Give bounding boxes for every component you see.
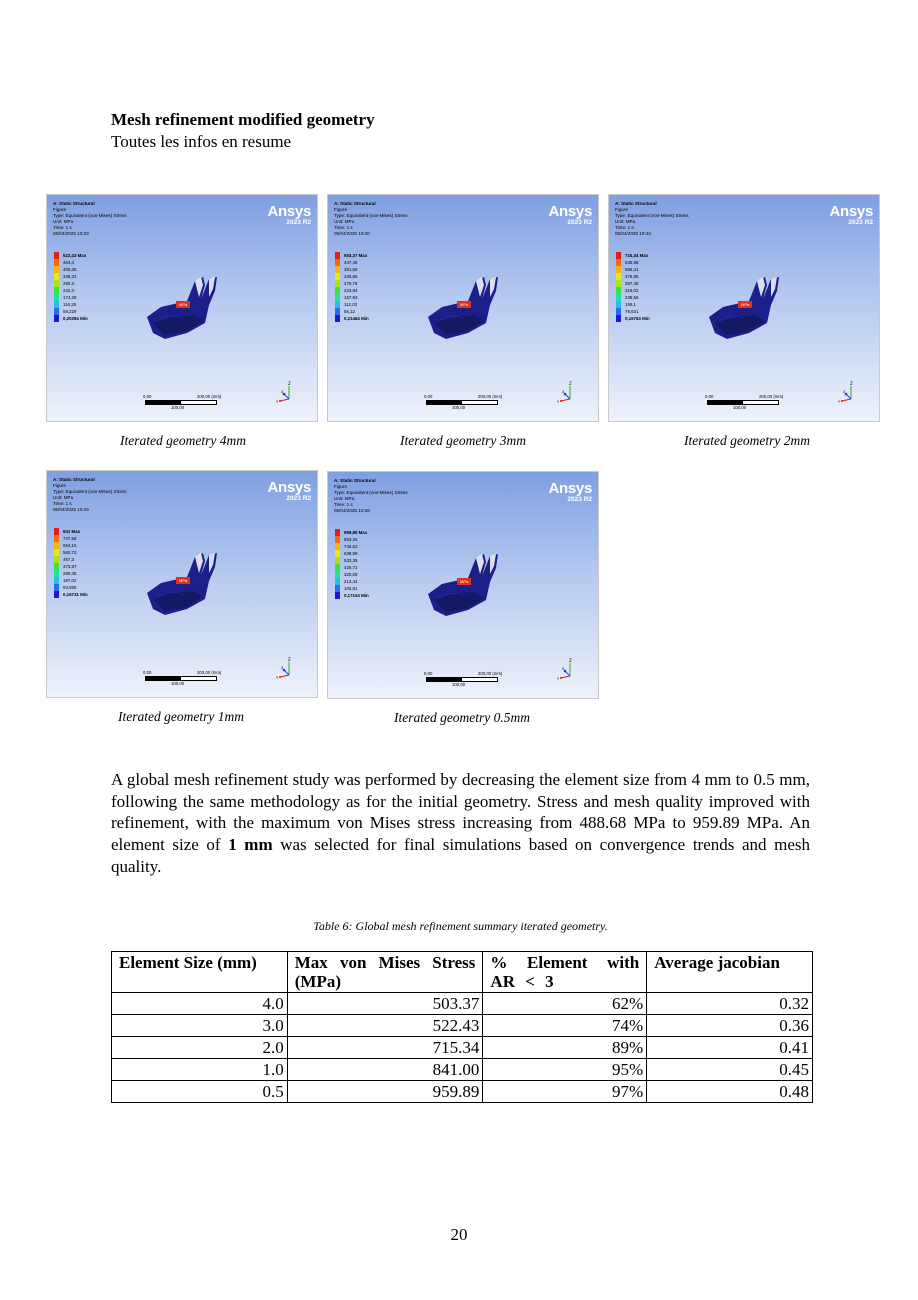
panel-header-line: Figure xyxy=(334,484,348,490)
scale-end: 200,00 (mm) xyxy=(478,671,503,676)
legend-value: 0,17104 Min xyxy=(344,593,369,598)
legend-swatch xyxy=(616,252,621,259)
legend-swatch xyxy=(335,252,340,259)
panel-header-line: Type: Equivalent (von-Mises) Stress xyxy=(53,489,127,495)
axis-triad-icon xyxy=(275,381,299,405)
scale-mid: 100,00 xyxy=(452,682,466,687)
svg-text:Y: Y xyxy=(276,676,279,680)
scale-end: 200,00 (mm) xyxy=(197,670,222,675)
legend-value: 0,16731 Min xyxy=(63,592,88,597)
legend-value: 464,4 xyxy=(63,260,74,265)
jaw-model-render xyxy=(424,548,504,628)
legend-value: 335,65 xyxy=(344,274,358,279)
legend-swatch xyxy=(616,259,621,266)
scale-bar xyxy=(143,394,223,414)
table-header-row xyxy=(112,952,813,993)
legend-swatch xyxy=(335,315,340,322)
legend-value: 106,81 xyxy=(344,586,358,591)
scale-mid: 100,00 xyxy=(171,681,185,686)
legend-value: 320,08 xyxy=(344,572,358,577)
jaw-model-render xyxy=(705,271,785,351)
page-number: 20 xyxy=(450,1225,468,1244)
table-cell: 97% xyxy=(483,1081,647,1103)
panel-header-line: 06/04/2025 10:58 xyxy=(334,508,370,514)
table-cell: 522.43 xyxy=(287,1015,483,1037)
body-paragraph: A global mesh refinement study was performed by decreasing the element size from 4 mm to 0.5 mm, following the same methodology as for the initial geometry. Stress and mesh quality improved with refinement, with the maximum von Mises stress increasing from 488.68 MPa to 959.89 MPa. An element size of 1 mm was selected for final simulations based on convergence trends and mesh quality. xyxy=(111,770,810,876)
legend-value: 556,41 xyxy=(625,267,639,272)
legend-value: 373,87 xyxy=(63,564,77,569)
legend-swatch xyxy=(335,308,340,315)
svg-text:X: X xyxy=(562,667,565,671)
panel-header xyxy=(53,477,127,514)
panel-header-line: 06/04/2025 10:43 xyxy=(615,231,651,237)
legend-swatch xyxy=(54,308,59,315)
axis-triad-icon xyxy=(556,658,580,682)
jaw-model-render xyxy=(143,547,223,627)
legend-value: 56,12 xyxy=(344,309,355,314)
ansys-version: 2023 R2 xyxy=(848,219,873,226)
legend-swatch xyxy=(335,536,340,543)
stress-marker: MPa xyxy=(457,301,471,308)
table-header-cell: Element Size (mm) xyxy=(112,952,288,993)
legend-swatch xyxy=(335,592,340,599)
legend-swatch xyxy=(54,273,59,280)
table-cell: 62% xyxy=(483,993,647,1015)
legend-value: 635,88 xyxy=(625,260,639,265)
ansys-logo xyxy=(267,204,311,227)
legend-value: 223,84 xyxy=(344,288,358,293)
ansys-logo-text: Ansys xyxy=(548,203,592,220)
figure-caption: Iterated geometry 2mm xyxy=(684,433,810,448)
panel-header-line: Unit: MPa xyxy=(53,495,74,501)
legend-value: 397,49 xyxy=(625,281,639,286)
legend-value: 560,72 xyxy=(63,550,77,555)
table-cell: 2.0 xyxy=(112,1037,288,1059)
legend-value: 447,46 xyxy=(344,260,358,265)
scale-bar xyxy=(705,394,785,414)
legend-value: 187,02 xyxy=(63,578,77,583)
legend-swatch xyxy=(335,585,340,592)
legend-value: 654,15 xyxy=(63,543,77,548)
scale-bar-fill xyxy=(708,401,743,404)
legend-swatch xyxy=(54,294,59,301)
panel-header xyxy=(334,201,408,238)
table-caption: Table 6: Global mesh refinement summary iterated geometry. xyxy=(313,919,608,933)
section-title: Mesh refinement modified geometry xyxy=(111,110,375,129)
table-cell: 95% xyxy=(483,1059,647,1081)
table-row xyxy=(112,1037,813,1059)
legend-value: 279,76 xyxy=(344,281,358,286)
panel-header xyxy=(615,201,689,238)
table-header-cell: Average jacobian xyxy=(647,952,813,993)
table-cell: 0.41 xyxy=(647,1037,813,1059)
legend-swatch xyxy=(335,287,340,294)
ansys-logo-text: Ansys xyxy=(267,479,311,496)
scale-bar xyxy=(424,671,504,691)
panel-header-line: A: Static Structural xyxy=(334,478,376,483)
scale-bar-fill xyxy=(146,401,181,404)
legend-value: 58,229 xyxy=(63,309,77,314)
legend-swatch xyxy=(54,315,59,322)
svg-text:X: X xyxy=(281,666,284,670)
legend-value: 0,21464 Min xyxy=(344,316,369,321)
legend-swatch xyxy=(335,301,340,308)
legend-value: 93,595 xyxy=(63,585,77,590)
table-cell: 89% xyxy=(483,1037,647,1059)
legend-swatch xyxy=(54,535,59,542)
legend-swatch xyxy=(54,259,59,266)
axis-triad-icon xyxy=(275,657,299,681)
svg-text:Z: Z xyxy=(288,657,291,662)
legend-swatch xyxy=(54,287,59,294)
scale-start: 0,00 xyxy=(424,671,433,676)
legend-value: 232,3 xyxy=(63,288,74,293)
svg-text:Y: Y xyxy=(276,400,279,404)
section-subtitle: Toutes les infos en resume xyxy=(111,132,292,151)
legend-swatch xyxy=(616,266,621,273)
panel-header-line: 06/04/2025 10:40 xyxy=(334,231,370,237)
scale-start: 0,00 xyxy=(143,670,152,675)
panel-header-line: A: Static Structural xyxy=(53,477,95,482)
legend-swatch xyxy=(54,542,59,549)
legend-value: 391,56 xyxy=(344,267,358,272)
legend-swatch xyxy=(54,591,59,598)
summary-table xyxy=(111,951,813,1103)
legend-value: 746,62 xyxy=(344,544,358,549)
legend-swatch xyxy=(616,294,621,301)
legend-swatch xyxy=(54,570,59,577)
legend-swatch xyxy=(54,266,59,273)
scale-end: 200,00 (mm) xyxy=(759,394,784,399)
table-row xyxy=(112,1059,813,1081)
table-row xyxy=(112,1081,813,1103)
legend-swatch xyxy=(616,315,621,322)
ansys-result-panel xyxy=(46,470,318,698)
legend-swatch xyxy=(335,280,340,287)
ansys-result-panel xyxy=(608,194,880,422)
legend-value: 522,43 Max xyxy=(63,253,87,258)
legend-value: 841 Max xyxy=(63,529,81,534)
scale-mid: 100,00 xyxy=(733,405,747,410)
legend-swatch xyxy=(54,280,59,287)
legend-swatch xyxy=(616,287,621,294)
ansys-version: 2023 R2 xyxy=(286,495,311,502)
legend-value: 0,16763 Min xyxy=(625,316,650,321)
panel-header-line: A: Static Structural xyxy=(334,201,376,206)
scale-start: 0,00 xyxy=(705,394,714,399)
legend-swatch xyxy=(54,528,59,535)
ansys-logo xyxy=(267,480,311,503)
table-header-cell: % Element with AR < 3 xyxy=(483,952,647,993)
scale-start: 0,00 xyxy=(143,394,152,399)
panel-header-line: Unit: MPa xyxy=(334,219,355,225)
svg-text:X: X xyxy=(281,390,284,394)
table-cell: 503.37 xyxy=(287,993,483,1015)
scale-mid: 100,00 xyxy=(171,405,185,410)
svg-text:Y: Y xyxy=(557,400,560,404)
legend-value: 639,99 xyxy=(344,551,358,556)
scale-bar xyxy=(424,394,504,414)
panel-header-line: Type: Equivalent (von-Mises) Stress xyxy=(53,213,127,219)
legend-value: 318,02 xyxy=(625,288,639,293)
panel-header-line: Type: Equivalent (von-Mises) Stress xyxy=(334,213,408,219)
legend-value: 280,45 xyxy=(63,571,77,576)
legend-swatch xyxy=(616,273,621,280)
panel-header-line: Figure xyxy=(53,207,67,213)
svg-text:Y: Y xyxy=(557,677,560,681)
panel-header-line: Unit: MPa xyxy=(334,496,355,502)
ansys-version: 2023 R2 xyxy=(567,496,592,503)
legend-value: 747,58 xyxy=(63,536,77,541)
legend-swatch xyxy=(54,584,59,591)
table-cell: 0.48 xyxy=(647,1081,813,1103)
panel-header-line: Figure xyxy=(334,207,348,213)
legend-value: 213,44 xyxy=(344,579,358,584)
axis-triad-icon xyxy=(837,381,861,405)
legend-value: 79,631 xyxy=(625,309,639,314)
legend-swatch xyxy=(54,301,59,308)
jaw-model-render xyxy=(424,271,504,351)
scale-end: 200,00 (mm) xyxy=(197,394,222,399)
table-cell: 3.0 xyxy=(112,1015,288,1037)
legend-swatch xyxy=(335,564,340,571)
panel-header-line: Type: Equivalent (von-Mises) Stress xyxy=(615,213,689,219)
ansys-version: 2023 R2 xyxy=(567,219,592,226)
legend-value: 715,34 Max xyxy=(625,253,649,258)
panel-header-line: Time: 1 s xyxy=(334,502,353,508)
legend-value: 116,25 xyxy=(63,302,77,307)
panel-header-line: Time: 1 s xyxy=(334,225,353,231)
legend-value: 476,95 xyxy=(625,274,639,279)
legend-value: 238,56 xyxy=(625,295,639,300)
legend-value: 159,1 xyxy=(625,302,636,307)
svg-text:Y: Y xyxy=(838,400,841,404)
ansys-logo-text: Ansys xyxy=(548,480,592,497)
legend-value: 426,71 xyxy=(344,565,358,570)
panel-header-line: Figure xyxy=(53,483,67,489)
legend-swatch xyxy=(54,556,59,563)
legend-swatch xyxy=(616,280,621,287)
svg-text:Z: Z xyxy=(288,381,291,386)
legend-swatch xyxy=(335,550,340,557)
svg-text:X: X xyxy=(843,390,846,394)
panel-header-line: Figure xyxy=(615,207,629,213)
table-cell: 1.0 xyxy=(112,1059,288,1081)
ansys-version: 2023 R2 xyxy=(286,219,311,226)
table-cell: 0.32 xyxy=(647,993,813,1015)
legend-swatch xyxy=(616,301,621,308)
panel-header-line: Time: 1 s xyxy=(53,501,72,507)
table-cell: 715.34 xyxy=(287,1037,483,1059)
jaw-model-render xyxy=(143,271,223,351)
legend-value: 348,33 xyxy=(63,274,77,279)
table-cell: 841.00 xyxy=(287,1059,483,1081)
legend-swatch xyxy=(54,563,59,570)
legend-swatch xyxy=(54,252,59,259)
table-row xyxy=(112,1015,813,1037)
legend-value: 533,35 xyxy=(344,558,358,563)
panel-header-line: Unit: MPa xyxy=(53,219,74,225)
legend-swatch xyxy=(335,273,340,280)
table-cell: 0.5 xyxy=(112,1081,288,1103)
svg-text:Z: Z xyxy=(569,381,572,386)
ansys-logo-text: Ansys xyxy=(829,203,873,220)
table-header-cell: Max von Mises Stress (MPa) xyxy=(287,952,483,993)
figure-caption: Iterated geometry 3mm xyxy=(400,433,526,448)
table-cell: 0.36 xyxy=(647,1015,813,1037)
legend-swatch xyxy=(335,259,340,266)
panel-header-line: Time: 1 s xyxy=(615,225,634,231)
ansys-result-panel xyxy=(327,194,599,422)
ansys-result-panel xyxy=(327,471,599,699)
panel-header-line: A: Static Structural xyxy=(53,201,95,206)
panel-header-line: Unit: MPa xyxy=(615,219,636,225)
legend-swatch xyxy=(54,577,59,584)
legend-swatch xyxy=(335,557,340,564)
legend-value: 174,28 xyxy=(63,295,77,300)
axis-triad-icon xyxy=(556,381,580,405)
stress-marker: MPa xyxy=(176,301,190,308)
ansys-logo xyxy=(829,204,873,227)
legend-value: 503,37 Max xyxy=(344,253,368,258)
ansys-logo-text: Ansys xyxy=(267,203,311,220)
table-cell: 74% xyxy=(483,1015,647,1037)
table-cell: 4.0 xyxy=(112,993,288,1015)
svg-text:X: X xyxy=(562,390,565,394)
legend-swatch xyxy=(335,571,340,578)
legend-value: 406,36 xyxy=(63,267,77,272)
legend-swatch xyxy=(335,294,340,301)
legend-value: 112,03 xyxy=(344,302,358,307)
table-row xyxy=(112,993,813,1015)
panel-header xyxy=(53,201,127,238)
legend-swatch xyxy=(54,549,59,556)
legend-value: 853,26 xyxy=(344,537,358,542)
scale-bar xyxy=(143,670,223,690)
panel-header-line: Type: Equivalent (von-Mises) Stress xyxy=(334,490,408,496)
table-cell: 959.89 xyxy=(287,1081,483,1103)
svg-text:Z: Z xyxy=(850,381,853,386)
figure-caption: Iterated geometry 1mm xyxy=(118,709,244,724)
scale-end: 200,00 (mm) xyxy=(478,394,503,399)
panel-header-line: Time: 1 s xyxy=(53,225,72,231)
legend-swatch xyxy=(335,578,340,585)
legend-value: 167,93 xyxy=(344,295,358,300)
panel-header-line: 06/04/2025 10:33 xyxy=(53,231,89,237)
scale-mid: 100,00 xyxy=(452,405,466,410)
ansys-logo xyxy=(548,481,592,504)
scale-bar-fill xyxy=(427,678,462,681)
table-cell: 0.45 xyxy=(647,1059,813,1081)
legend-value: 290,3 xyxy=(63,281,74,286)
stress-marker: MPa xyxy=(738,301,752,308)
ansys-result-panel xyxy=(46,194,318,422)
legend-value: 0,20394 Min xyxy=(63,316,88,321)
panel-header xyxy=(334,478,408,515)
ansys-logo xyxy=(548,204,592,227)
figure-caption: Iterated geometry 4mm xyxy=(120,433,246,448)
figure-caption: Iterated geometry 0.5mm xyxy=(393,710,531,725)
scale-bar-fill xyxy=(146,677,181,680)
scale-bar-fill xyxy=(427,401,462,404)
stress-marker: MPa xyxy=(457,578,471,585)
legend-value: 959,89 Max xyxy=(344,530,368,535)
legend-swatch xyxy=(335,266,340,273)
stress-marker: MPa xyxy=(176,577,190,584)
legend-swatch xyxy=(335,543,340,550)
panel-header-line: 06/04/2025 10:49 xyxy=(53,507,89,513)
legend-value: 467,3 xyxy=(63,557,74,562)
scale-start: 0,00 xyxy=(424,394,433,399)
legend-swatch xyxy=(335,529,340,536)
svg-text:Z: Z xyxy=(569,658,572,663)
legend-swatch xyxy=(616,308,621,315)
panel-header-line: A: Static Structural xyxy=(615,201,657,206)
